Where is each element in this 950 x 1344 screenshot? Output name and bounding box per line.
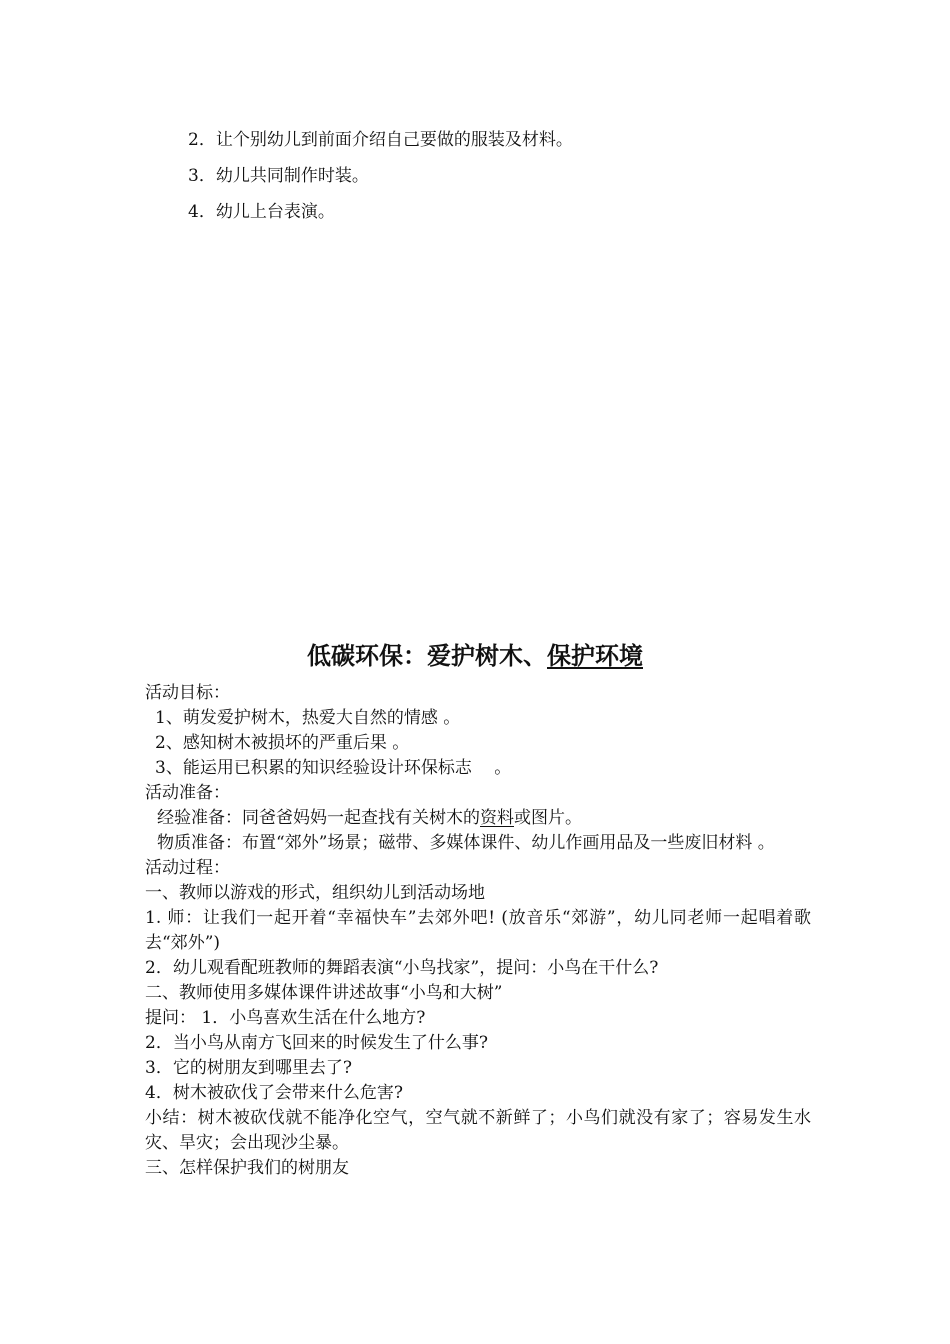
process-line: 3．它的树朋友到哪里去了?	[145, 1058, 352, 1078]
materials-link[interactable]: 资料	[480, 808, 514, 828]
process-line: 提问： 1．小鸟喜欢生活在什么地方?	[145, 1008, 426, 1028]
process-line: 一、教师以游戏的形式，组织幼儿到活动场地	[145, 883, 485, 903]
prep-heading: 活动准备：	[145, 783, 230, 803]
goal-item: 3、能运用已积累的知识经验设计环保标志 。	[155, 758, 512, 778]
list-item: 2．让个别幼儿到前面介绍自己要做的服装及材料。	[188, 130, 573, 150]
goal-item: 2、感知树木被损坏的严重后果 。	[155, 733, 410, 753]
list-item: 4．幼儿上台表演。	[188, 202, 335, 222]
document-title	[0, 638, 950, 674]
lesson-body	[145, 681, 811, 1181]
process-summary: 小结：树木被砍伐就不能净化空气，空气就不新鲜了；小鸟们就没有家了；容易发生水灾、旱灾；会出现沙尘暴。	[145, 1108, 811, 1153]
process-line: 2．幼儿观看配班教师的舞蹈表演“小鸟找家”，提问：小鸟在干什么?	[145, 958, 659, 978]
process-line: 三、怎样保护我们的树朋友	[145, 1158, 349, 1178]
experience-prep	[145, 806, 811, 831]
title-part-1: 低碳环保：爱护树木、	[307, 642, 547, 670]
experience-prep-text-end: 或图片。	[514, 808, 582, 828]
title-part-2-underlined: 保护环境	[547, 642, 643, 670]
material-prep: 物质准备：布置“郊外”场景；磁带、多媒体课件、幼儿作画用品及一些废旧材料 。	[157, 833, 775, 853]
experience-prep-text: 经验准备：同爸爸妈妈一起查找有关树木的	[157, 808, 480, 828]
process-line: 2．当小鸟从南方飞回来的时候发生了什么事?	[145, 1033, 488, 1053]
process-line: 1. 师：让我们一起开着“幸福快车”去郊外吧! (放音乐“郊游”，幼儿同老师一起唱着歌去“郊外”)	[145, 908, 811, 953]
process-line: 4．树木被砍伐了会带来什么危害?	[145, 1083, 403, 1103]
previous-steps-list	[188, 122, 828, 230]
process-line: 二、教师使用多媒体课件讲述故事“小鸟和大树”	[145, 983, 503, 1003]
goals-heading: 活动目标：	[145, 683, 230, 703]
goal-item: 1、萌发爱护树木，热爱大自然的情感 。	[155, 708, 461, 728]
list-item: 3．幼儿共同制作时装。	[188, 166, 369, 186]
process-heading: 活动过程：	[145, 858, 230, 878]
